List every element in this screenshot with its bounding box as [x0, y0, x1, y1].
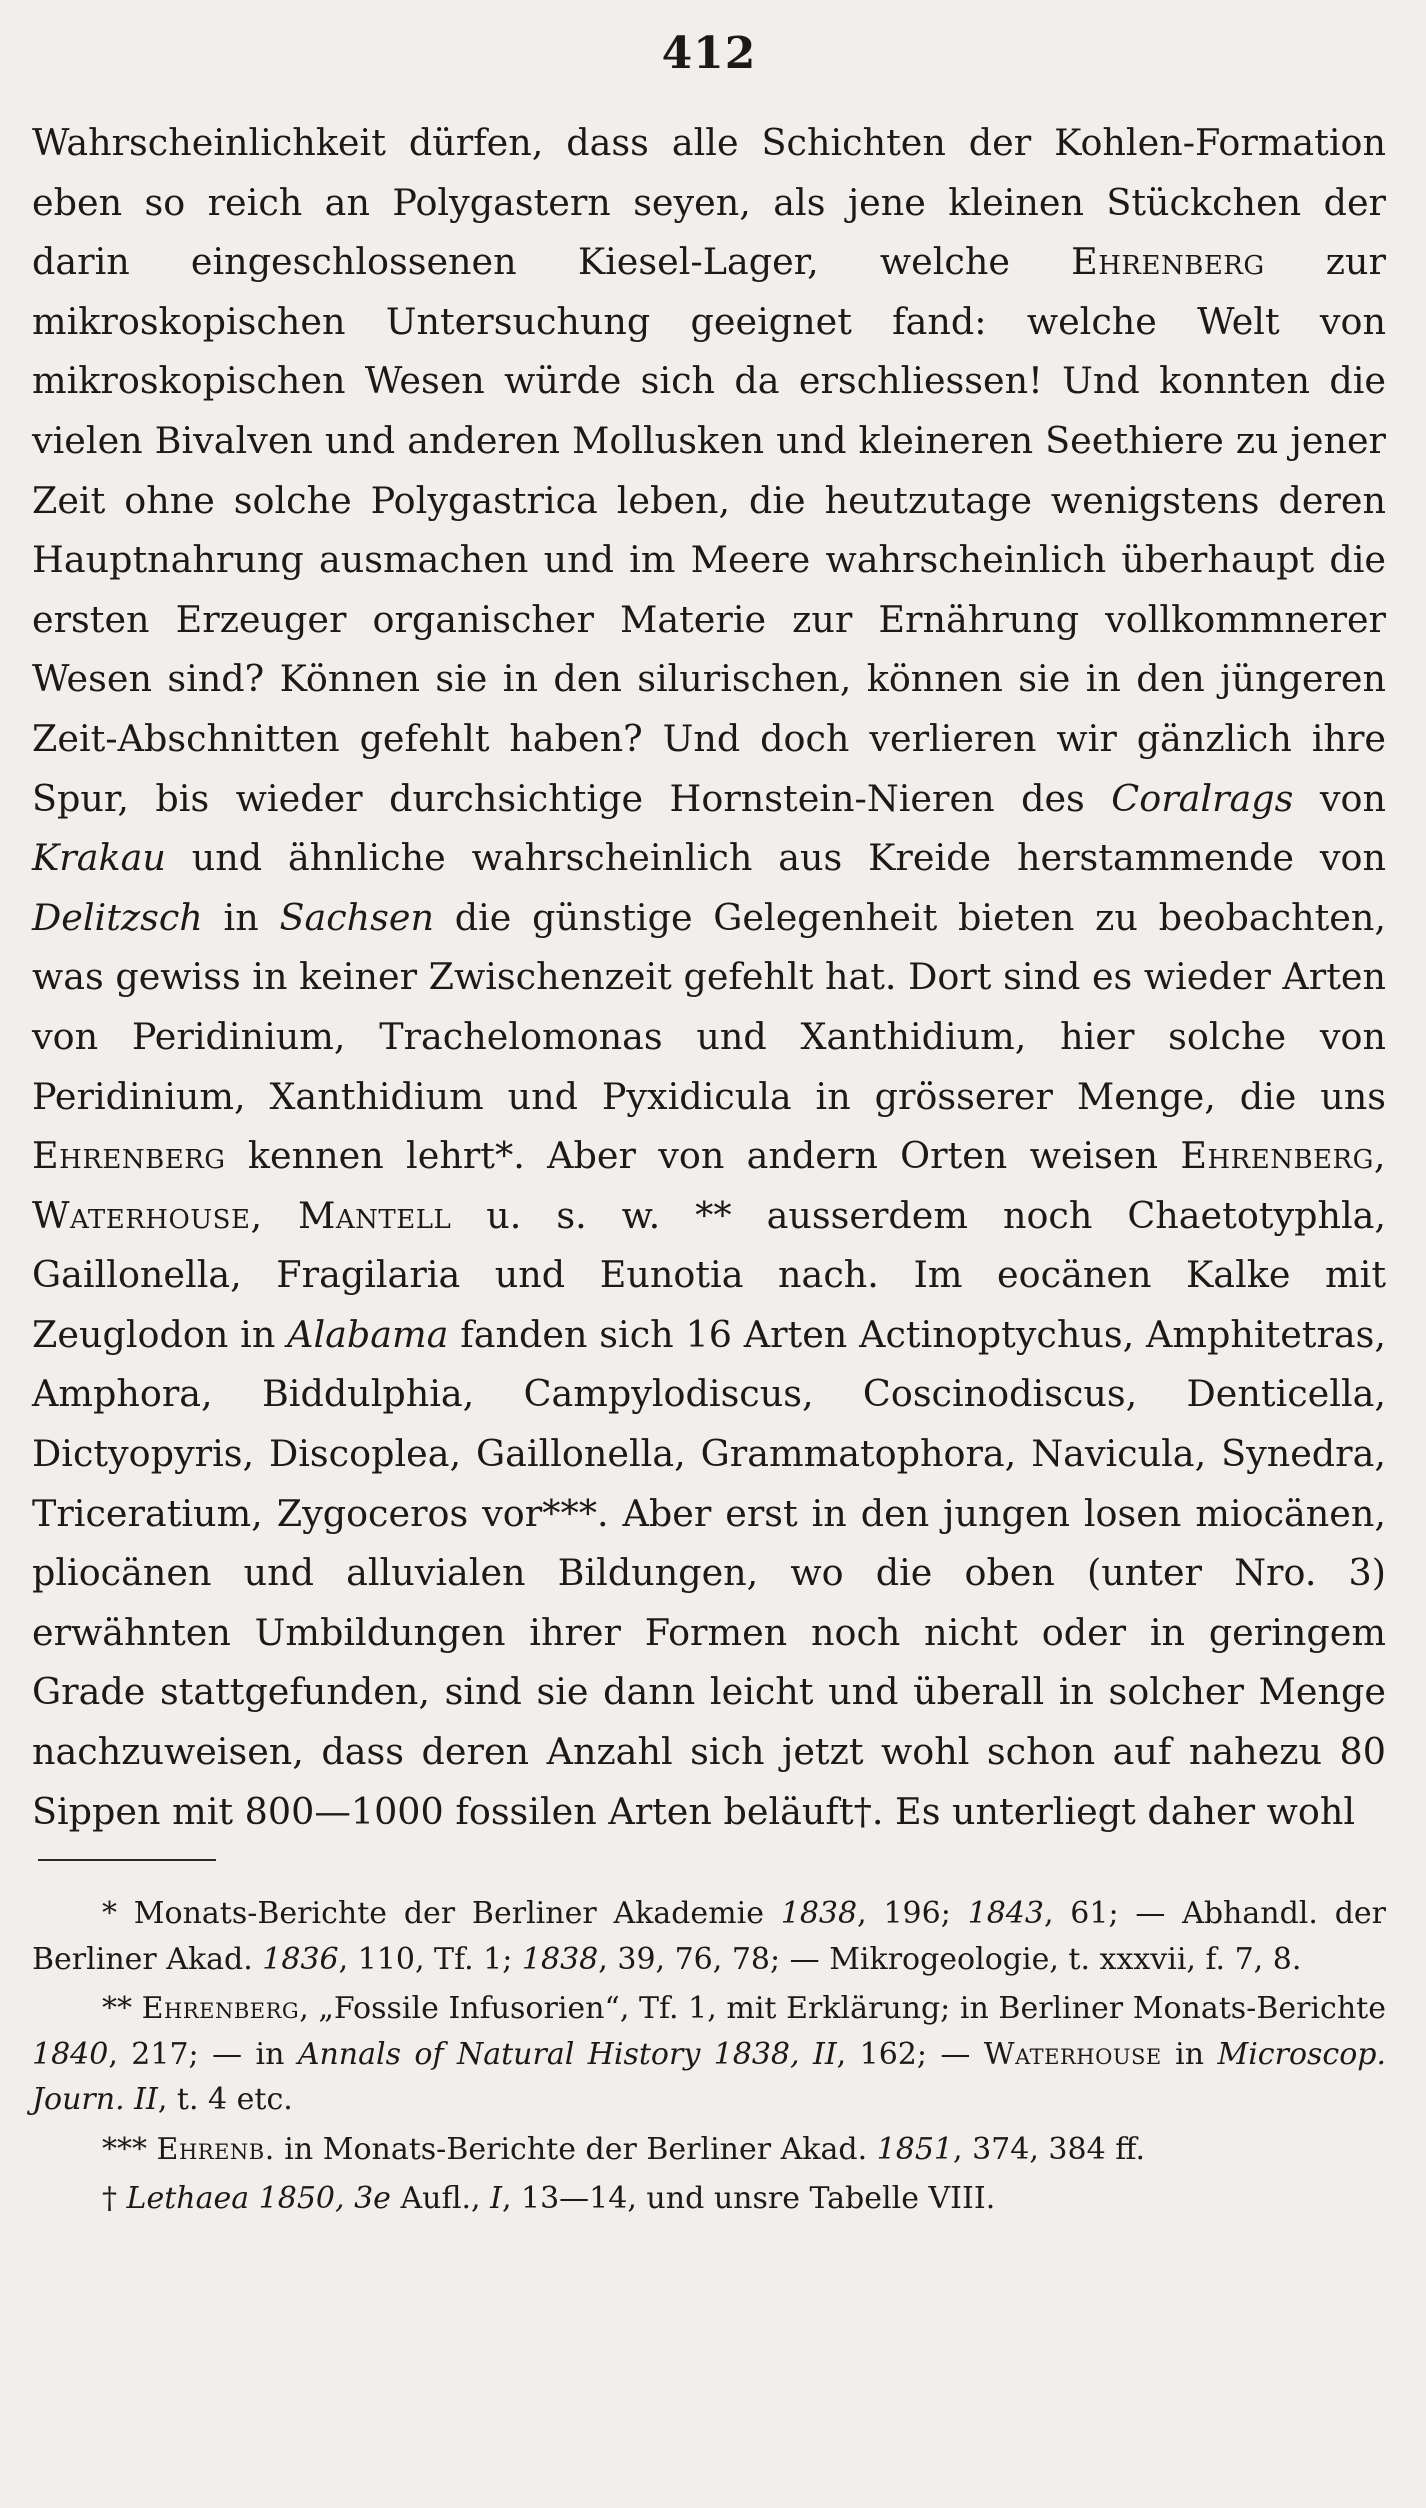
text-run: , 61; — Abhandl. der Berliner Akad. [32, 1896, 1386, 1977]
text-run: , 374, 384 ff. [953, 2131, 1145, 2167]
text-run: in [202, 895, 280, 939]
footnote [32, 1891, 1386, 1982]
text-run: und ähnliche wahrscheinlich aus Kreide herstammende von [165, 836, 1386, 880]
text-run: , 196; [857, 1896, 968, 1932]
text-run: von [1293, 776, 1386, 820]
footnotes [32, 1891, 1386, 2222]
text-run: , 217; — in [108, 2036, 298, 2072]
text-run: 1843 [967, 1896, 1044, 1932]
text-run: Ehrenberg [1071, 240, 1265, 284]
text-run: , 39, 76, 78; — Mikrogeologie, t. xxxvii, f. 7, 8. [598, 1941, 1302, 1977]
text-run: Ehrenberg, Waterhouse, Mantell [32, 1134, 1386, 1237]
text-run: 1840 [32, 2036, 109, 2072]
text-run: Delitzsch [32, 895, 203, 939]
text-run: Coralrags [1111, 776, 1294, 820]
text-run: Ehrenberg [32, 1134, 226, 1178]
text-run: * Monats-Berichte der Berliner Akademie [102, 1896, 781, 1932]
text-run: , 162; — [836, 2036, 984, 2072]
text-run: 1851 [876, 2131, 953, 2167]
footnote-separator [38, 1859, 216, 1861]
text-run: u. s. w. ** ausserdem noch Chaetotyphla, Gaillonella, Fragilaria und Eunotia nach. Im eocänen Kalke mit Zeuglodon in [32, 1193, 1386, 1356]
text-run: † [102, 2181, 127, 2217]
text-run: , 110, Tf. 1; [338, 1941, 522, 1977]
footnote [32, 1986, 1386, 2123]
text-run: fanden sich 16 Arten Actinoptychus, Amphitetras, Amphora, Biddulphia, Campylodiscus, Coscinodiscus, Denticella, Dictyopyris, Discoplea, Gaillonella, Grammatophora, Navicula, Synedra, Triceratium, Zygoceros vor***. Aber erst in den jungen losen miocänen, pliocänen und alluvialen Bildungen, wo die oben (unter Nro. 3) erwähnten Umbildungen ihrer Formen noch nicht oder in geringem Grade stattgefunden, sind sie dann leicht und überall in solcher Menge nachzuweisen, dass deren Anzahl sich jetzt wohl schon auf nahezu 80 Sippen mit 800—1000 fossilen Arten beläuft†. Es unterliegt daher wohl [32, 1312, 1387, 1833]
text-run: ** [102, 1991, 142, 2027]
text-run: I [490, 2181, 502, 2217]
footnote [32, 2176, 1386, 2222]
text-run: Microscop. Journ. II [32, 2036, 1386, 2118]
body-paragraph [32, 113, 1386, 1841]
text-run: 1836 [262, 1941, 339, 1977]
page-number: 412 [661, 28, 757, 79]
text-run: Sachsen [279, 895, 435, 939]
text-run: Krakau [32, 836, 166, 880]
text-run: Wahrscheinlichkeit dürfen, dass alle Schichten der Kohlen-Formation eben so reich an Polygastern seyen, als jene kleinen Stückchen der darin eingeschlossenen Kiesel-Lager, welche [32, 121, 1386, 284]
text-run: kennen lehrt*. Aber von andern Orten weisen [225, 1134, 1181, 1178]
text-run: Annals of Natural History 1838, II [297, 2036, 837, 2072]
text-run: *** [102, 2131, 157, 2167]
text-run: die günstige Gelegenheit bieten zu beobachten, was gewiss in keiner Zwischenzeit gefehlt hat. Dort sind es wieder Arten von Peridinium, Trachelomonas und Xanthidium, hier solche von Peridinium, Xanthidium und Pyxidicula in grösserer Menge, die uns [32, 895, 1387, 1118]
text-run: Lethaea 1850, 3 [126, 2181, 374, 2217]
text-run: 1838 [521, 1941, 599, 1977]
text-run: Alabama [287, 1312, 449, 1356]
text-run: , 13—14, und unsre Tabelle VIII. [501, 2181, 996, 2217]
text-run: Waterhouse [983, 2036, 1162, 2072]
text-run: , t. 4 etc. [157, 2082, 293, 2118]
text-run: in Monats-Berichte der Berliner Akad. [274, 2131, 877, 2167]
text-run: Aufl., [390, 2181, 491, 2217]
text-run: Ehrenb. [156, 2131, 275, 2167]
text-run: e [373, 2181, 391, 2217]
text-run: , „Fossile Infusorien“, Tf. 1, mit Erklärung; in Berliner Monats-Berichte [299, 1991, 1386, 2027]
footnote [32, 2127, 1386, 2173]
text-run: 1838 [780, 1896, 858, 1932]
text-run: zur mikroskopischen Untersuchung geeignet fand: welche Welt von mikroskopischen Wesen würde sich da erschliessen! Und konnten die vielen Bivalven und anderen Mollusken und kleineren Seethiere zu jener Zeit ohne solche Polygastrica leben, die heutzutage wenigstens deren Hauptnahrung ausmachen und im Meere wahrscheinlich überhaupt die ersten Erzeuger organischer Materie zur Ernährung vollkommnerer Wesen sind? Können sie in den silurischen, können sie in den jüngeren Zeit-Abschnitten gefehlt haben? Und doch verlieren wir gänzlich ihre Spur, bis wieder durchsichtige Hornstein-Nieren des [32, 240, 1386, 820]
text-run: Ehrenberg [141, 1991, 300, 2027]
text-run: in [1161, 2036, 1218, 2072]
